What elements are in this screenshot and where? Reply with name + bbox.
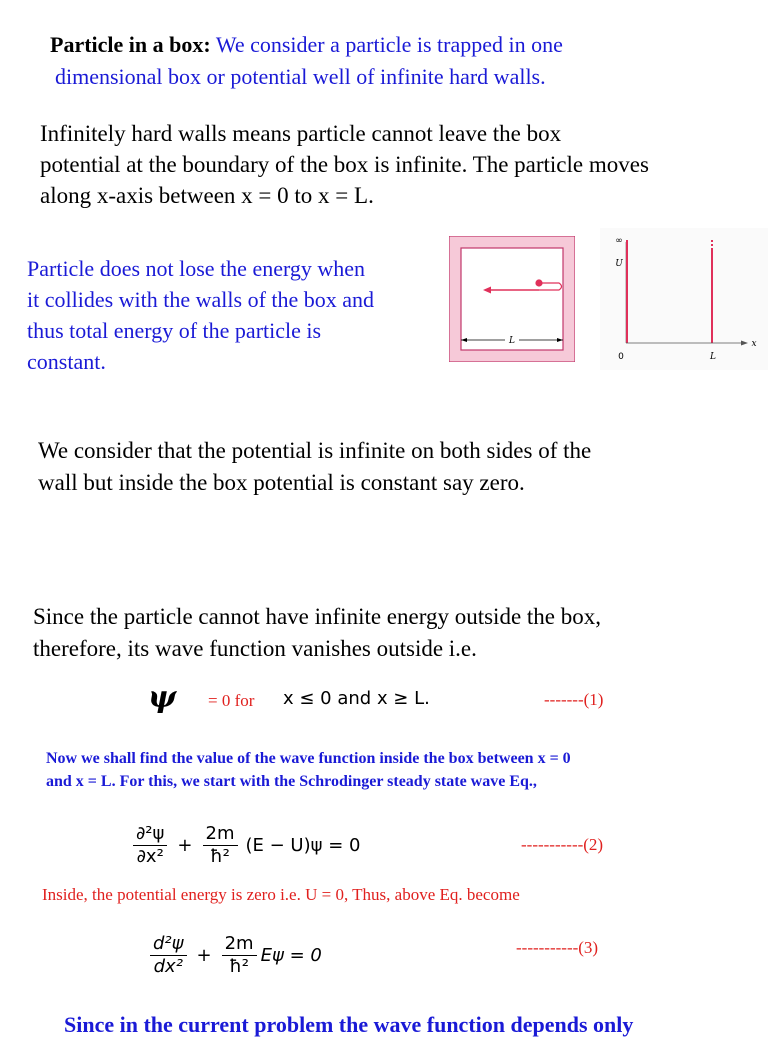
origin-label: 0 — [618, 352, 624, 362]
title-description: We consider a particle is trapped in one — [215, 32, 563, 57]
potential-well-figure — [600, 228, 768, 370]
infinity-label: ∞ — [615, 236, 623, 246]
box-length-label: L — [509, 336, 515, 346]
mass-fraction: $\frac{2m}{\text{ħ²}}$ — [222, 935, 257, 976]
paragraph-line: thus total energy of the particle is — [27, 318, 322, 343]
particle — [535, 279, 542, 286]
equation-3: $\frac{\text{d²ψ}}{\text{dx²}}$ + $\frac{2m}{\text{ħ²}}$ Eψ = 0 — [150, 928, 322, 982]
equation-3-number: -----------(3) — [516, 938, 599, 957]
paragraph-line: Since the particle cannot have infinite energy outside the box, — [33, 604, 602, 629]
paragraph-cutoff: Since in the current problem the wave function depends only — [64, 1012, 634, 1037]
paragraph-schrodinger-intro — [46, 747, 571, 793]
title-heading: Particle in a box: — [50, 32, 211, 57]
psi-symbol: ψ — [148, 680, 177, 715]
paragraph-line: We consider that the potential is infinite on both sides of the — [38, 438, 592, 463]
title-line-2: dimensional box or potential well of infinite hard walls. — [55, 64, 546, 89]
equation-1-number: -------(1) — [544, 690, 604, 709]
paragraph-potential-zero — [38, 435, 591, 499]
partial-fraction: $\frac{\text{∂²ψ}}{\text{∂x²}}$ — [133, 825, 167, 866]
wall-position-label: L — [710, 352, 716, 362]
paragraph-line: potential at the boundary of the box is infinite. The particle moves — [40, 152, 649, 177]
paragraph-line: wall but inside the box potential is constant say zero. — [38, 470, 525, 495]
potential-axis-label: U — [615, 259, 623, 269]
paragraph-wavefunction-vanishes — [33, 601, 601, 665]
paragraph-line: it collides with the walls of the box and — [27, 287, 375, 312]
paragraph-line: therefore, its wave function vanishes outside i.e. — [33, 636, 477, 661]
equation-1 — [0, 680, 768, 720]
derivative-fraction: $\frac{\text{d²ψ}}{\text{dx²}}$ — [150, 935, 187, 976]
paragraph-line: Now we shall find the value of the wave function inside the box between x = 0 — [46, 750, 571, 767]
paragraph-energy-constant — [27, 253, 374, 377]
equation-2-number: -----------(2) — [521, 835, 604, 854]
x-axis-label: x — [751, 339, 757, 349]
box-figure — [449, 236, 575, 362]
paragraph-hard-walls — [40, 118, 649, 211]
mass-fraction: $\frac{2m}{\text{ħ²}}$ — [203, 825, 238, 866]
equation-2: $\frac{\text{∂²ψ}}{\text{∂x²}}$ + $\frac{2m}{\text{ħ²}}$ (E − U)ψ = 0 — [133, 817, 360, 873]
title-line-1 — [50, 32, 563, 58]
paragraph-line: constant. — [27, 349, 106, 374]
paragraph-line: along x-axis between x = 0 to x = L. — [40, 183, 374, 208]
paragraph-line: and x = L. For this, we start with the Schrodinger steady state wave Eq., — [46, 773, 537, 790]
paragraph-line: Infinitely hard walls means particle cannot leave the box — [40, 121, 562, 146]
paragraph-line: Particle does not lose the energy when — [27, 256, 366, 281]
paragraph-u-zero: Inside, the potential energy is zero i.e. U = 0, Thus, above Eq. become — [42, 885, 520, 904]
equation-1-middle: = 0 for — [208, 691, 255, 710]
equation-1-condition: x ≤ 0 and x ≥ L. — [283, 688, 430, 709]
